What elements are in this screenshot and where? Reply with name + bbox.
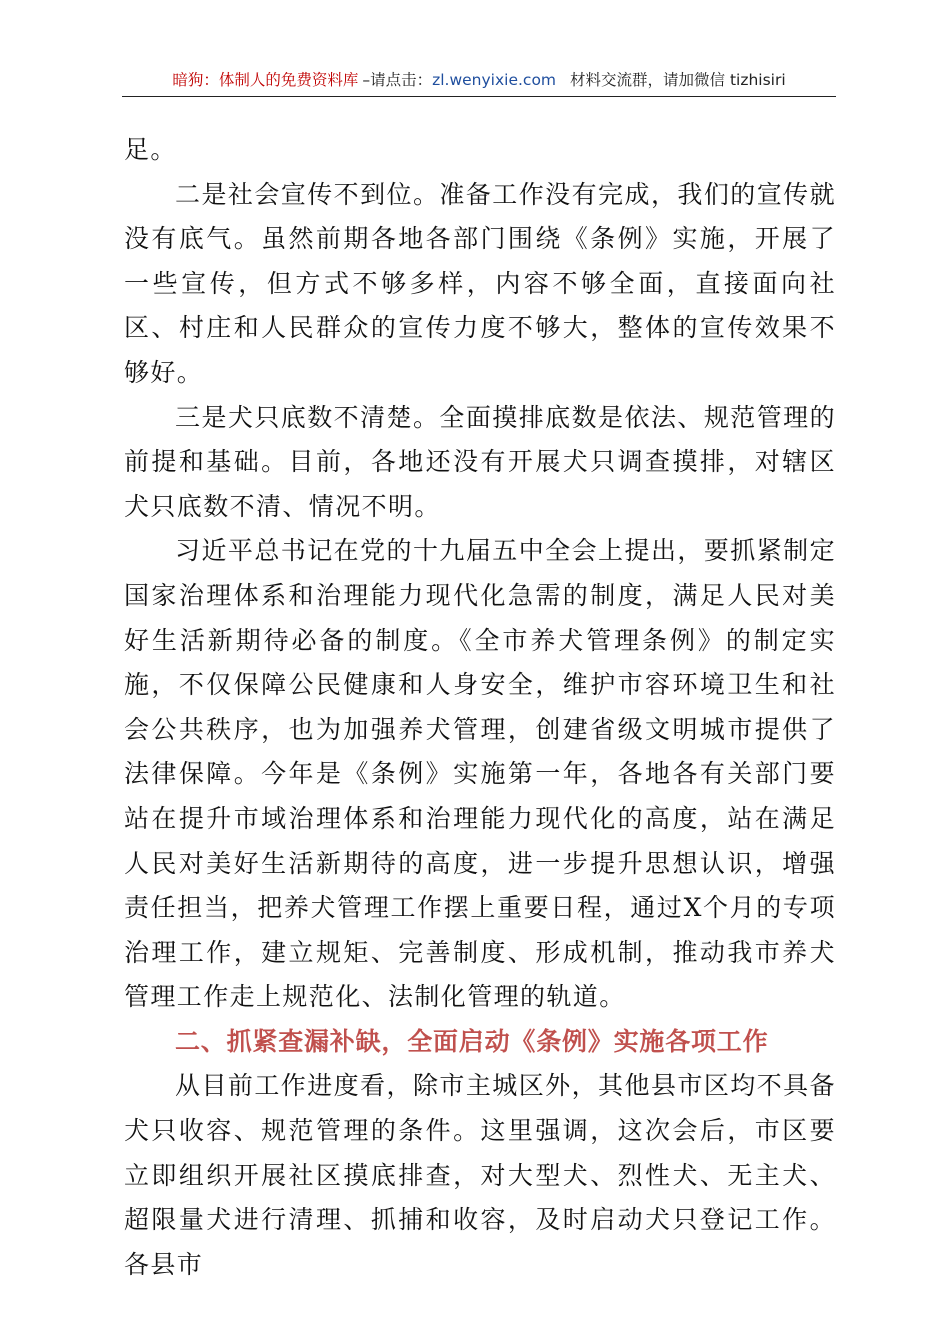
page-header: [122, 68, 836, 97]
header-url-link[interactable]: zl.wenyixie.com: [432, 71, 557, 89]
paragraph-dog-count: 三是犬只底数不清楚。全面摸排底数是依法、规范管理的前提和基础。目前，各地还没有开展犬只调查摸排，对辖区犬只底数不清、情况不明。: [124, 402, 836, 521]
paragraph-xi-quote: 习近平总书记在党的十九届五中全会上提出，要抓紧制定国家治理体系和治理能力现代化急需的制度，满足人民对美好生活新期待必备的制度。《全市养犬管理条例》的制定实施，不仅保障公民健康和人身安全，维护市容环境卫生和社会公共秩序，也为加强养犬管理，创建省级文明城市提供了法律保障。今年是《条例》实施第一年，各地各有关部门要站在提升市域治理体系和治理能力现代化的高度，站在满足人民对美好生活新期待的高度，进一步提升思想认识，增强责任担当，把养犬管理工作摆上重要日程，通过X个月的专项治理工作，建立规矩、完善制度、形成机制，推动我市养犬管理工作走上规范化、法制化管理的轨道。: [124, 536, 836, 1012]
header-site-name: 暗狗：体制人的免费资料库: [172, 71, 359, 89]
paragraph-progress: 从目前工作进度看，除市主城区外，其他县市区均不具备犬只收容、规范管理的条件。这里强调，这次会后，市区要立即组织开展社区摸底排查，对大型犬、烈性犬、无主犬、超限量犬进行清理、抓捕和收容，及时启动犬只登记工作。各县市: [124, 1071, 836, 1279]
paragraph-continuation: 足。: [124, 135, 177, 164]
header-wechat-note: 材料交流群，请加微信 tizhisiri: [570, 71, 786, 89]
document-body: [124, 128, 836, 1287]
section-heading-2: 二、抓紧查漏补缺，全面启动《条例》实施各项工作: [175, 1026, 769, 1056]
header-click-prompt: –请点击：: [362, 71, 433, 89]
paragraph-publicity: 二是社会宣传不到位。准备工作没有完成，我们的宣传就没有底气。虽然前期各地各部门围绕《条例》实施，开展了一些宣传，但方式不够多样，内容不够全面，直接面向社区、村庄和人民群众的宣传力度不够大，整体的宣传效果不够好。: [124, 179, 836, 387]
